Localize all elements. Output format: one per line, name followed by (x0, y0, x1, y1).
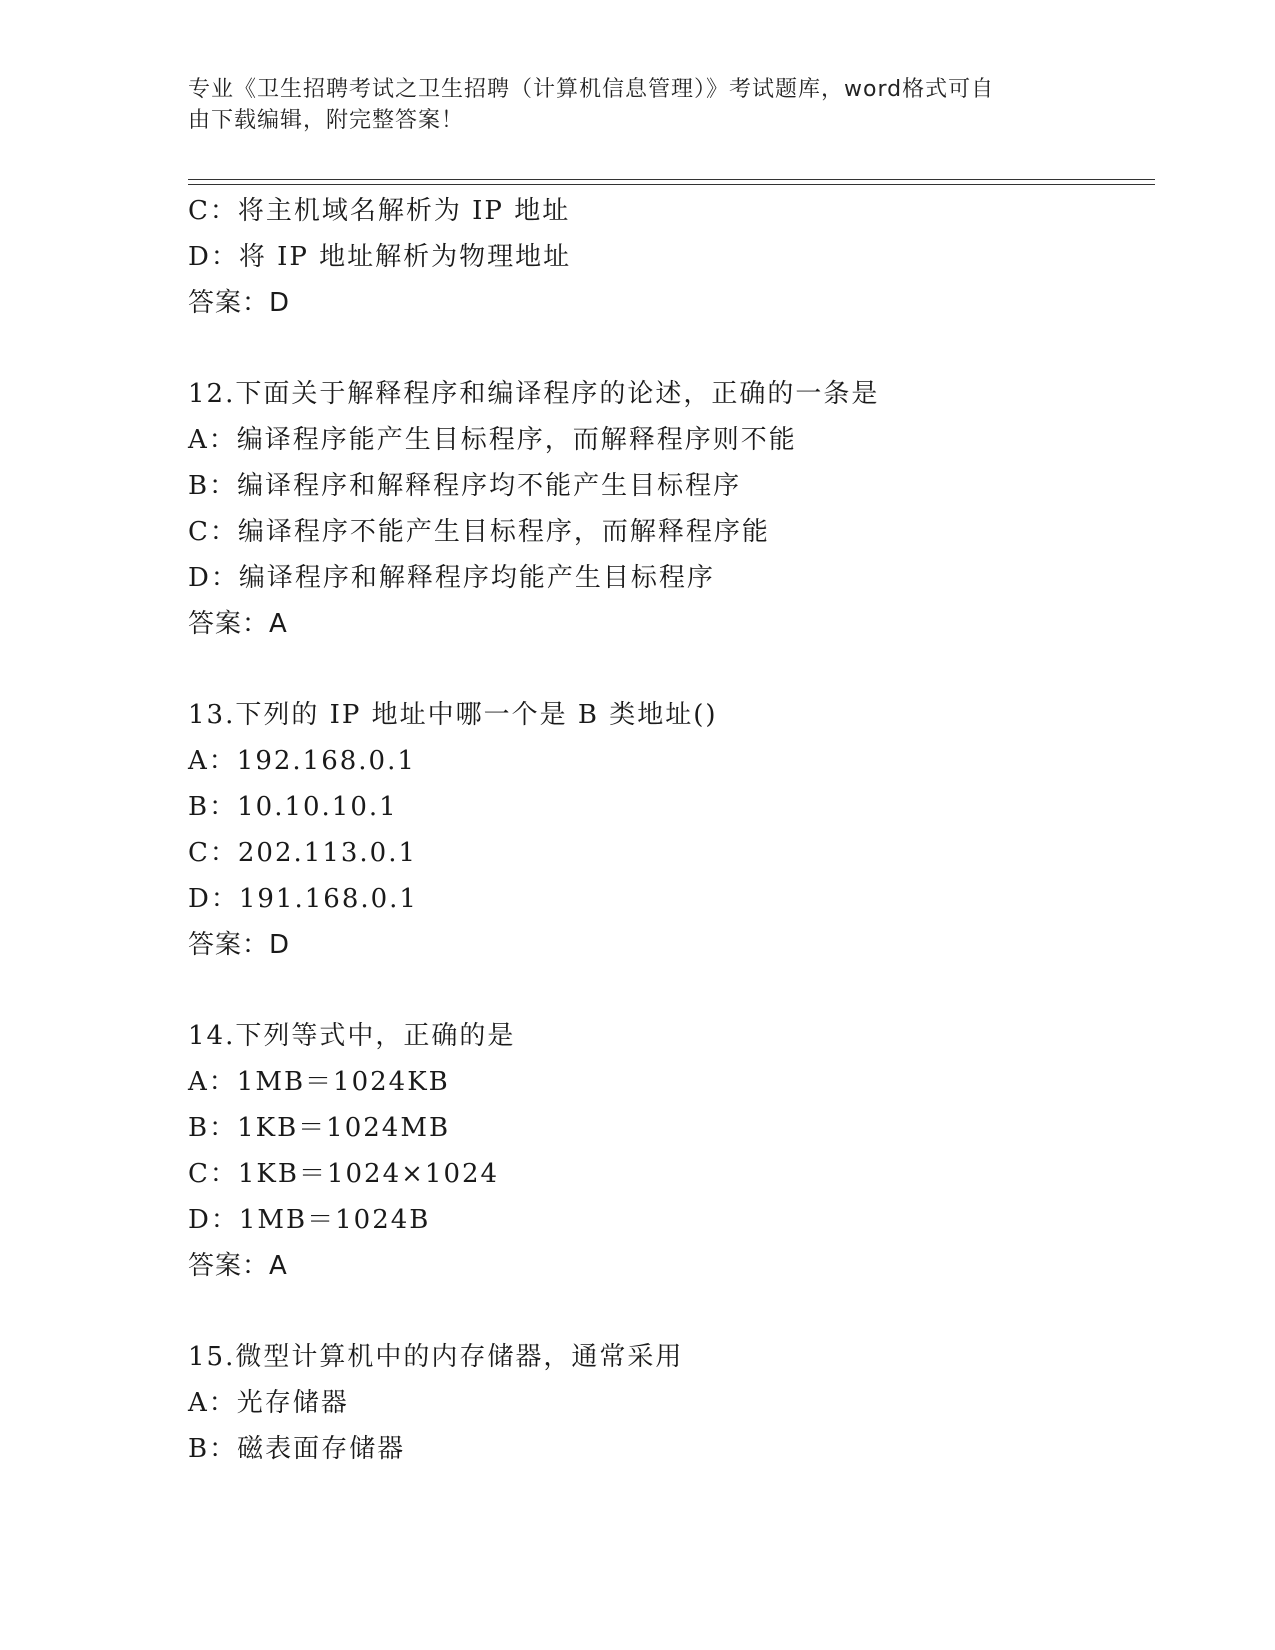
header-divider-top (188, 179, 1155, 180)
document-header (188, 74, 1088, 136)
answer-line: 答案：A (188, 609, 288, 639)
option-c: C：202.113.0.1 (188, 838, 418, 868)
option-b: B：磁表面存储器 (188, 1434, 406, 1464)
question-11-tail (188, 188, 1148, 326)
option-d: D：编译程序和解释程序均能产生目标程序 (188, 563, 715, 593)
option-c: C：编译程序不能产生目标程序，而解释程序能 (188, 517, 770, 547)
option-d: D：将 IP 地址解析为物理地址 (188, 242, 572, 272)
question-13 (188, 692, 1148, 968)
spacer (188, 647, 1148, 692)
spacer (188, 326, 1148, 371)
question-12 (188, 371, 1148, 647)
option-c: C：将主机域名解析为 IP 地址 (188, 196, 571, 226)
answer-line: 答案：D (188, 288, 291, 318)
option-a: A：编译程序能产生目标程序，而解释程序则不能 (188, 425, 797, 455)
option-d: D：191.168.0.1 (188, 884, 418, 914)
option-a: A：192.168.0.1 (188, 746, 416, 776)
spacer (188, 1289, 1148, 1334)
header-line-1: 专业《卫生招聘考试之卫生招聘（计算机信息管理）》考试题库，word格式可自 (188, 77, 995, 102)
option-c: C：1KB＝1024×1024 (188, 1159, 500, 1189)
question-text: 14.下列等式中，正确的是 (188, 1021, 516, 1051)
question-text: 15.微型计算机中的内存储器，通常采用 (188, 1342, 684, 1372)
question-text: 13.下列的 IP 地址中哪一个是 B 类地址() (188, 700, 718, 730)
question-text: 12.下面关于解释程序和编译程序的论述，正确的一条是 (188, 379, 880, 409)
option-a: A：光存储器 (188, 1388, 349, 1418)
header-divider-bottom (188, 184, 1155, 185)
answer-line: 答案：A (188, 1251, 288, 1281)
option-b: B：编译程序和解释程序均不能产生目标程序 (188, 471, 742, 501)
spacer (188, 968, 1148, 1013)
question-list (188, 188, 1148, 1472)
option-a: A：1MB＝1024KB (188, 1067, 450, 1097)
header-line-2: 由下载编辑，附完整答案！ (188, 108, 465, 133)
option-b: B：10.10.10.1 (188, 792, 398, 822)
option-b: B：1KB＝1024MB (188, 1113, 451, 1143)
question-14 (188, 1013, 1148, 1289)
question-15 (188, 1334, 1148, 1472)
answer-line: 答案：D (188, 930, 291, 960)
option-d: D：1MB＝1024B (188, 1205, 431, 1235)
